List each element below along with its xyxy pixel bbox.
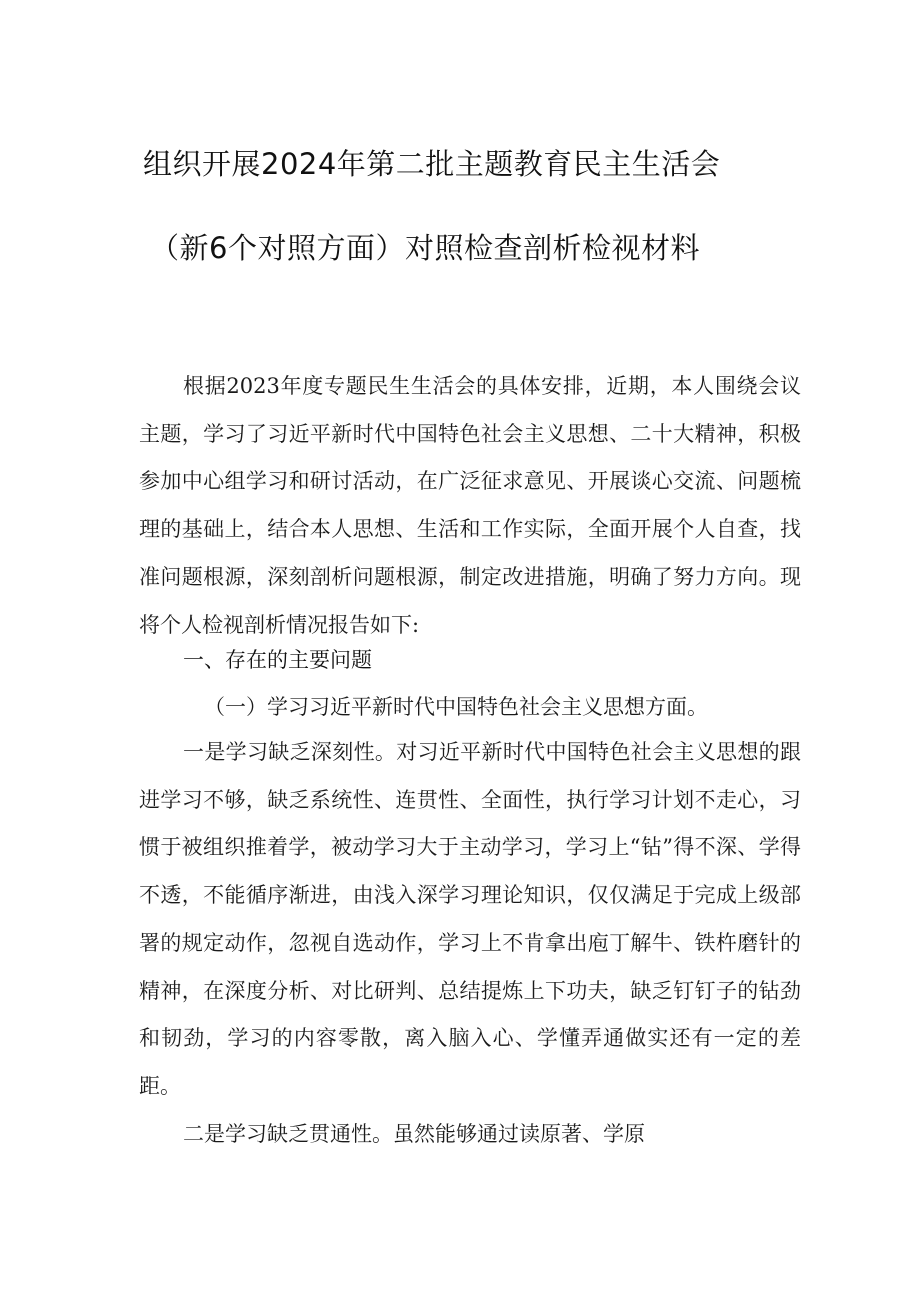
intro-paragraph: 根据2023年度专题民生生活会的具体安排，近期，本人围绕会议主题，学习了习近平新时代中国特色社会主义思想、二十大精神，积极参加中心组学习和研讨活动，在广泛征求意见、开展谈心交流、问题梳理的基础上，结合本人思想、生活和工作实际，全面开展个人自查，找准问题根源，深刻剖析问题根源，制定改进措施，明确了努力方向。现将个人检视剖析情况报告如下: <box>139 374 801 637</box>
document-title-line-2: （新6个对照方面）对照检查剖析检视材料 <box>150 231 700 265</box>
subsection-heading-study-thought: （一）学习习近平新时代中国特色社会主义思想方面。 <box>204 695 708 719</box>
problem-item-2-paragraph: 二是学习缺乏贯通性。虽然能够通过读原著、学原 <box>183 1122 645 1146</box>
document-title-line-1: 组织开展2024年第二批主题教育民主生活会 <box>143 147 721 181</box>
problem-item-1-paragraph: 一是学习缺乏深刻性。对习近平新时代中国特色社会主义思想的跟进学习不够，缺乏系统性、连贯性、全面性，执行学习计划不走心，习惯于被组织推着学，被动学习大于主动学习，学习上“钻”得不深、学得不透，不能循序渐进，由浅入深学习理论知识，仅仅满足于完成上级部署的规定动作，忽视自选动作，学习上不肯拿出庖丁解牛、铁杵磨针的精神，在深度分析、对比研判、总结提炼上下功夫，缺乏钉钉子的钻劲和韧劲，学习的内容零散，离入脑入心、学懂弄通做实还有一定的差距。 <box>139 740 801 1098</box>
section-heading-main-problems: 一、存在的主要问题 <box>183 648 372 672</box>
